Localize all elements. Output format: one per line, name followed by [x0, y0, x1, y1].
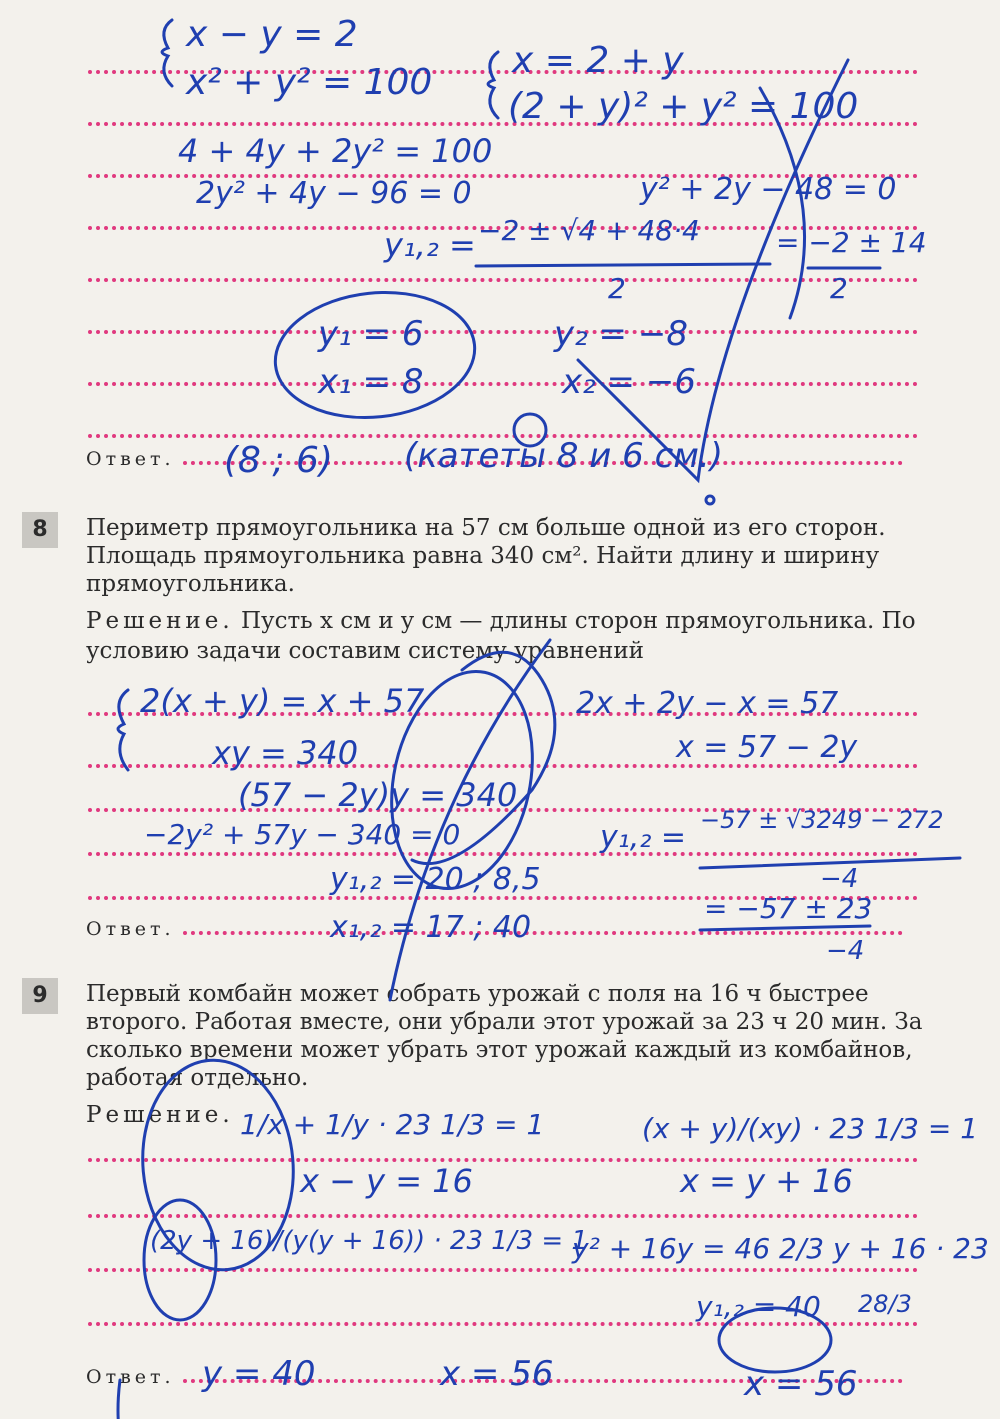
task8-answer-label: Ответ. [86, 918, 175, 940]
hw-t8-line2a: xy = 340 [212, 734, 359, 772]
hw-t7-answer2: (катеты 8 и 6 см.) [404, 436, 724, 476]
hw-t8-line4b: y₁,₂ = [600, 820, 687, 855]
brace-stroke [488, 52, 498, 118]
hw-t8-line1a: 2(x + y) = x + 57 [140, 682, 425, 720]
hw-t7-sys3: x = 2 + y [512, 40, 684, 81]
task8-text: Периметр прямоугольника на 57 см больше одной из его сторон. Площадь прямоугольника равна 340 см². Найти длину и ширину прямоугольника. [86, 515, 886, 597]
task9-answer-label: Ответ. [86, 1366, 175, 1388]
hw-t7-sys4: (2 + y)² + y² = 100 [508, 86, 859, 127]
hw-t9-line5c: x = 56 [744, 1364, 858, 1404]
hw-t9-line2b: x = y + 16 [680, 1162, 853, 1200]
hw-t9-line4a: y₁,₂ = 40 [696, 1290, 821, 1323]
hw-t8-line6b: = −57 ± 23 [704, 892, 873, 925]
hw-t9-line4b: 28/3 [858, 1290, 912, 1318]
hw-t7-line5c: 2 [608, 272, 626, 305]
task8-number: 8 [22, 512, 58, 548]
task8-solution-text: Пусть x см и y см — длины сторон прямоугольника. По условию задачи составим систему уравнений [86, 608, 916, 664]
hw-t8-line6c: −4 [826, 936, 865, 966]
brace-stroke [118, 690, 128, 770]
fraction-bar [700, 926, 870, 930]
hw-t8-line1b: 2x + 2y − x = 57 [576, 686, 839, 721]
task9-text: Первый комбайн может собрать урожай с поля на 16 ч быстрее второго. Работая вместе, они убрали этот урожай за 23 ч 20 мин. За сколько времени может убрать этот урожай каждый из комбайнов, работая отдельно. [86, 981, 923, 1091]
hw-t8-line3: (57 − 2y)y = 340 [238, 776, 518, 814]
hw-t9-line1b: (x + y)/(xy) · 23 1/3 = 1 [642, 1112, 979, 1145]
hw-t7-line4b: y² + 2y − 48 = 0 [640, 172, 897, 207]
hw-t7-line5a: y₁,₂ = [384, 226, 476, 264]
hw-t9-line2a: x − y = 16 [300, 1162, 473, 1200]
fraction-bar [476, 264, 770, 266]
hw-t7-line5e: 2 [830, 272, 848, 305]
grade-mark-stroke [118, 1380, 120, 1419]
hw-t8-line4a: −2y² + 57y − 340 = 0 [144, 818, 461, 851]
hw-t7-sys2: x² + y² = 100 [186, 62, 433, 103]
hw-t7-x2: x₂ = −6 [562, 362, 696, 402]
hw-t8-line5: y₁,₂ = 20 ; 8,5 [330, 862, 541, 897]
hw-t7-y2: y₂ = −8 [554, 314, 688, 354]
hw-t7-sys1: x − y = 2 [186, 14, 358, 55]
hw-t8-line4c: −57 ± √3249 − 272 [700, 806, 944, 834]
hw-t7-line5d: = −2 ± 14 [776, 226, 927, 259]
brace-stroke [162, 20, 172, 86]
grade-circle [144, 1200, 216, 1320]
hw-t7-x1: x₁ = 8 [318, 362, 424, 402]
answer-circle [269, 283, 481, 427]
task9-number: 9 [22, 978, 58, 1014]
hw-t9-line5a: y = 40 [202, 1354, 316, 1394]
task7-answer-label: Ответ. [86, 448, 175, 470]
hw-t9-line5b: x = 56 [440, 1354, 554, 1394]
hw-t7-line4a: 2y² + 4y − 96 = 0 [196, 176, 472, 211]
task8-solution-label: Решение. [86, 608, 234, 634]
hw-t7-y1: y₁ = 6 [318, 314, 424, 354]
task9-solution-label: Решение. [86, 1102, 234, 1128]
hw-t9-line3b: y² + 16y = 46 2/3 y + 16 · 23 [572, 1232, 989, 1265]
hw-t7-answer1: (8 ; 6) [224, 440, 333, 481]
hw-t9-line3a: (2y + 16)/(y(y + 16)) · 23 1/3 = 1 [150, 1226, 588, 1256]
hw-t8-line6: x₁,₂ = 17 ; 40 [330, 910, 532, 945]
hw-t8-line4d: −4 [820, 864, 859, 894]
hw-t8-line2b: x = 57 − 2y [676, 730, 858, 765]
grade-mark-stroke [706, 496, 714, 504]
hw-t7-line5b: −2 ± √4 + 48·4 [478, 214, 700, 247]
hw-t7-line3: 4 + 4y + 2y² = 100 [178, 132, 493, 170]
hw-t9-line1a: 1/x + 1/y · 23 1/3 = 1 [240, 1108, 545, 1141]
